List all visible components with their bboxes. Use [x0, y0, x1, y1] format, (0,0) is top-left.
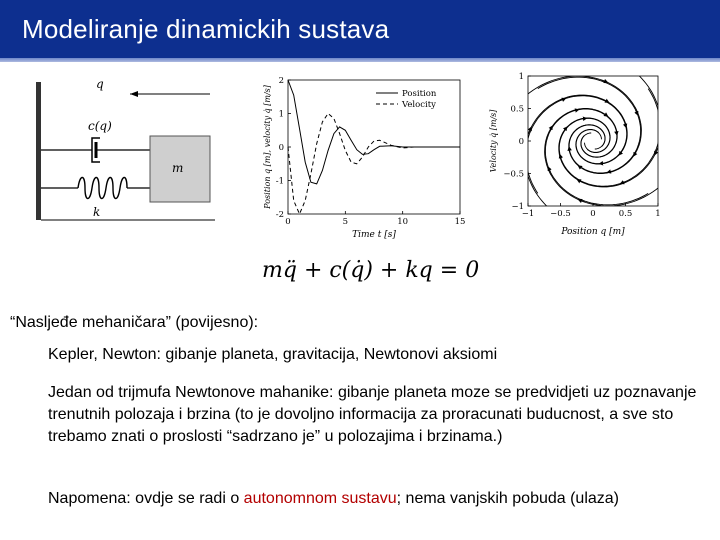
- y-tick-label: 1: [518, 72, 524, 82]
- title-rule: [0, 58, 720, 62]
- y-tick-label: 1: [278, 109, 284, 120]
- y-tick-label: 0: [278, 143, 284, 153]
- mass-spring-damper-diagram: [30, 70, 220, 230]
- bullet-newton: Jedan od trijmufa Newtonove mahanike: gibanje planeta moze se predvidjeti uz poznavanje trenutnih polozaja i brzina (to je dovoljno informacija za proracunati buducnost, a sve sto trebamo znati o proslosti “sadrzano je” u polozajima i brzinama.): [48, 384, 697, 445]
- time-response-chart: [258, 72, 470, 242]
- x-tick-label: 10: [397, 217, 409, 227]
- y-tick-label: −1: [511, 202, 524, 212]
- y-tick-label: -1: [275, 176, 284, 187]
- note: [48, 488, 708, 510]
- y-tick-label: 0.5: [510, 104, 524, 115]
- y-axis-label: Position q [m], velocity q̇ [m/s]: [263, 85, 272, 209]
- x-axis-label: Position q [m]: [561, 227, 625, 237]
- velocity-line: [288, 114, 460, 215]
- section-heading: “Nasljeđe mehaničara” (povijesno):: [10, 314, 259, 331]
- equation-text: mq̈ + c(q̇) + kq = 0: [262, 258, 480, 283]
- legend-velocity: Velocity: [402, 100, 436, 110]
- x-tick-label: 5: [342, 217, 349, 227]
- wall: [36, 82, 41, 220]
- legend-position: Position: [402, 89, 437, 99]
- bullet-kepler: Kepler, Newton: gibanje planeta, gravitacija, Newtonovi aksiomi: [48, 346, 498, 363]
- y-axis-label: Velocity q̇ [m/s]: [489, 109, 498, 173]
- slide-title: Modeliranje dinamickih sustava: [22, 14, 390, 44]
- x-tick-label: −0.5: [550, 209, 571, 219]
- damper-label: c(q): [88, 119, 112, 133]
- q-label: q: [96, 77, 104, 91]
- y-tick-label: −0.5: [503, 169, 524, 180]
- x-tick-label: 15: [454, 217, 466, 227]
- x-tick-label: −1: [521, 209, 535, 219]
- equation: [262, 258, 479, 283]
- spring-label: k: [93, 205, 101, 219]
- note-suffix: ; nema vanjskih pobuda (ulaza): [396, 490, 620, 507]
- mass-label: m: [172, 161, 184, 175]
- x-tick-label: 0: [285, 217, 291, 227]
- y-tick-label: 0: [518, 137, 524, 147]
- y-tick-label: -2: [275, 210, 284, 220]
- x-tick-label: 0.5: [618, 209, 633, 219]
- x-axis-label: Time t [s]: [352, 230, 396, 240]
- phase-portrait-chart: [484, 68, 670, 246]
- note-highlight: autonomnom sustavu: [243, 490, 397, 507]
- y-tick-label: 2: [278, 76, 284, 86]
- note-prefix: Napomena: ovdje se radi o: [48, 490, 244, 507]
- x-tick-label: 0: [590, 209, 596, 219]
- x-tick-label: 1: [655, 209, 661, 219]
